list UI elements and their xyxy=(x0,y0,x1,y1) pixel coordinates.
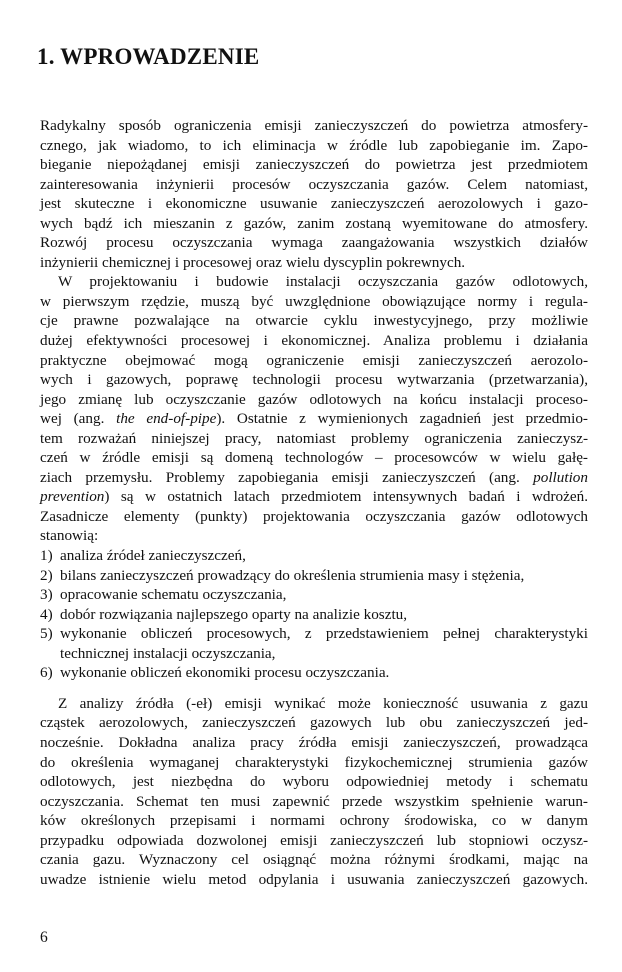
page-number: 6 xyxy=(40,929,48,946)
text-line xyxy=(40,468,588,488)
list-text: wykonanie obliczeń ekonomiki procesu oczyszczania. xyxy=(60,664,390,682)
list-text: technicznej instalacji oczyszczania, xyxy=(60,644,276,662)
paragraph-2 xyxy=(40,272,588,546)
list-text: dobór rozwiązania najlepszego oparty na analizie kosztu, xyxy=(60,605,408,623)
italic-term: the end-of-pipe xyxy=(116,410,217,428)
text-line: wych bądź ich mieszanin z gazów, zanim zostaną wyemitowane do atmosfery. xyxy=(40,214,588,232)
text-line: odlotowych, jest niezbędna do wyboru odpowiedniej metody i schematu xyxy=(40,773,588,791)
text-line: zainteresowania inżynierii procesów oczyszczania gazów. Celem natomiast, xyxy=(40,175,588,193)
list-item xyxy=(40,566,588,586)
text-run: ziach przemysłu. Problemy zapobiegania emisji zanieczyszczeń (ang. xyxy=(40,468,534,486)
list-number: 2) xyxy=(40,566,53,584)
text-line: cje prawne pozwalające na otwarcie cyklu inwestycyjnego, przy możliwie xyxy=(40,312,588,330)
text-line xyxy=(40,409,588,429)
text-run: ). Ostatnie z wymienionych zagadnień jest przedmio- xyxy=(216,410,588,428)
text-line: cząstek aerozolowych, zanieczyszczeń gazowych lub obu zanieczyszczeń jed- xyxy=(40,714,588,732)
list-item xyxy=(40,624,588,644)
text-line: inżynierii chemicznej i procesowej oraz wielu dyscyplin pokrewnych. xyxy=(40,253,466,271)
list-text: analiza źródeł zanieczyszczeń, xyxy=(60,547,246,565)
italic-term: pollution xyxy=(533,468,588,486)
text-line xyxy=(40,487,588,507)
paragraph-3 xyxy=(40,694,588,889)
list-number: 3) xyxy=(40,586,53,604)
paragraph-1 xyxy=(40,116,588,272)
list-item xyxy=(40,663,588,683)
text-line: oczyszczania. Schemat ten musi zapewnić przede wszystkim spełnienie warun- xyxy=(40,792,588,810)
text-line: wych i gazowych, poprawę technologii procesu wytwarzania (przetwarzania), xyxy=(40,371,588,389)
text-line: cznego, jak wiadomo, to ich eliminacja w źródle lub zapobieganie im. Zapo- xyxy=(40,136,588,154)
list-number: 6) xyxy=(40,664,53,682)
list-number: 4) xyxy=(40,605,53,623)
chapter-heading: 1. WPROWADZENIE xyxy=(37,44,260,69)
text-line: czeń w źródle emisji są domeną technologów – procesowców w wielu gałę- xyxy=(40,449,588,467)
text-line: dużej efektywności procesowej i ekonomicznej. Analiza problemu i działania xyxy=(40,332,588,350)
text-line: uwadze istnienie wielu metod odpylania i usuwania zanieczyszczeń gazowych. xyxy=(40,870,588,888)
text-line: czania gazu. Wyznaczony cel osiągnąć można różnymi środkami, mając na xyxy=(40,851,588,869)
text-line: jego zmianę lub oczyszczanie gazów odlotowych na końcu instalacji proceso- xyxy=(40,390,588,408)
text-line: Zasadnicze elementy (punkty) projektowania oczyszczania gazów odlotowych xyxy=(40,507,588,525)
list-text: opracowanie schematu oczyszczania, xyxy=(60,586,287,604)
list-item xyxy=(40,585,588,605)
list-number: 1) xyxy=(40,547,53,565)
text-line: Rozwój procesu oczyszczania wymaga zaangażowania wszystkich działów xyxy=(40,234,588,252)
text-line: tem rozważań niniejszej pracy, natomiast problemy ograniczenia zanieczysz- xyxy=(40,429,588,447)
list-item xyxy=(40,546,588,566)
text-line: stanowią: xyxy=(40,527,99,545)
text-line: nocześnie. Dokładna analiza pracy źródła emisji zanieczyszczeń, prowadząca xyxy=(40,733,588,751)
text-line: w pierwszym rzędzie, muszą być uwzględnione obowiązujące normy i regula- xyxy=(40,292,588,310)
text-run: wej (ang. xyxy=(40,410,117,428)
list-number: 5) xyxy=(40,625,53,643)
italic-term: prevention xyxy=(40,488,105,506)
text-run: ) są w ostatnich latach przedmiotem intensywnych badań i wdrożeń. xyxy=(104,488,588,506)
numbered-list xyxy=(40,546,588,683)
list-text: bilans zanieczyszczeń prowadzący do określenia strumienia masy i stężenia, xyxy=(60,566,525,584)
text-line: do określenia wymaganej charakterystyki fizykochemicznej strumienia gazów xyxy=(40,753,588,771)
list-text: wykonanie obliczeń procesowych, z przedstawieniem pełnej charakterystyki xyxy=(60,625,588,643)
text-line: Radykalny sposób ograniczenia emisji zanieczyszczeń do powietrza atmosfery- xyxy=(40,117,588,134)
list-item xyxy=(40,605,588,625)
text-line: przypadku odpowiada dozwolonej emisji zanieczyszczeń lub stopniowi oczysz- xyxy=(40,831,588,849)
text-line: Z analizy źródła (-eł) emisji wynikać może konieczność usuwania z gazu xyxy=(58,694,588,712)
text-line: ków określonych przepisami i normami ochrony środowiska, co w danym xyxy=(40,812,588,830)
text-line: jest skuteczne i ekonomiczne usuwanie zanieczyszczeń aerozolowych i gazo- xyxy=(40,195,588,213)
list-item-continuation xyxy=(40,644,588,664)
text-line: praktyczne obejmować mogą ograniczenie emisji zanieczyszczeń aerozolo- xyxy=(40,351,588,369)
chapter-body xyxy=(40,116,588,889)
text-line: bieganie niepożądanej emisji zanieczyszczeń do powietrza jest przedmiotem xyxy=(40,156,588,174)
text-line: W projektowaniu i budowie instalacji oczyszczania gazów odlotowych, xyxy=(58,273,588,291)
